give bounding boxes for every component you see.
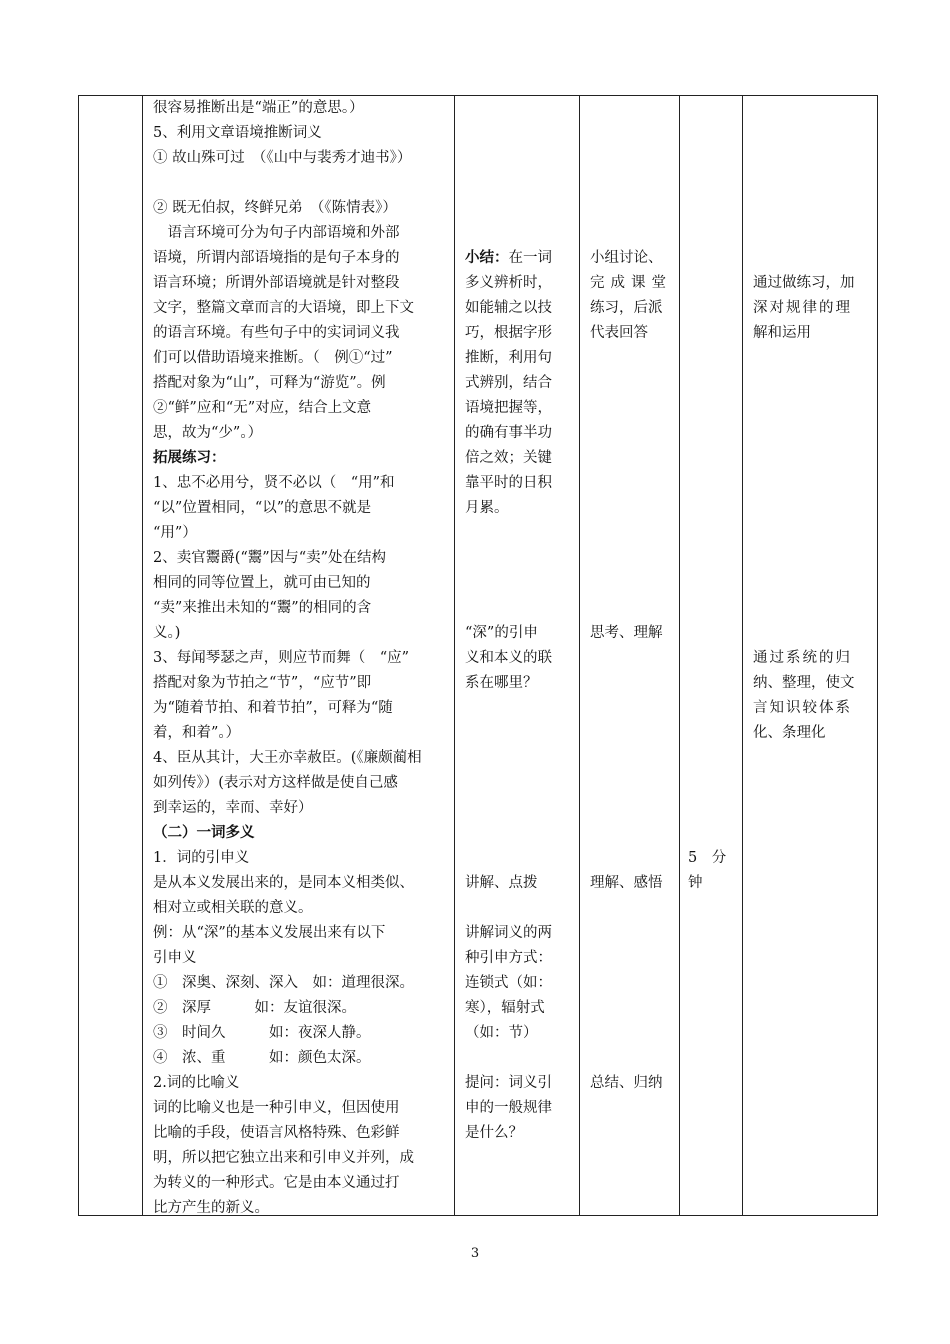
content-line: 如列传》）(表示对方这样做是使自己感 [153,775,398,791]
content-line: 搭配对象为节拍之“节”，“应节”即 [153,675,372,691]
content-line: 是从本义发展出来的，是同本义相类似、 [153,875,414,891]
content-line: ③ 时间久 如：夜深人静。 [153,1025,371,1041]
content-line: 的语言环境。有些句子中的实词词义我 [153,325,400,341]
page-number: 3 [470,1246,480,1261]
content-line: ② 深厚 如：友谊很深。 [153,1000,356,1016]
purpose-line: 通过系统的归 [753,650,852,666]
student-line: 理解、感悟 [590,875,663,891]
section-heading: （二）一词多义 [153,824,255,841]
teacher-line: 连锁式（如： [465,975,552,991]
content-line: “以”位置相同，“以”的意思不就是 [153,500,372,516]
content-line: ②“鲜”应和“无”对应，结合上文意 [153,400,372,416]
content-line: 到幸运的，幸而、幸好） [153,800,313,816]
purpose-line: 深对规律的理 [753,300,852,316]
time-line: 5 分 [688,850,727,866]
content-line: 2.词的比喻义 [153,1075,240,1091]
teacher-line: 式辨别，结合 [465,375,552,391]
content-line: 4、臣从其计，大王亦幸赦臣。(《廉颇蔺相 [153,750,422,766]
teacher-line: “深”的引申 [465,625,538,641]
content-line: 文字，整篇文章而言的大语境，即上下文 [153,300,414,316]
content-line: 很容易推断出是“端正”的意思。） [153,100,364,116]
content-line: 5、利用文章语境推断词义 [153,125,322,141]
teacher-line: 提问：词义引 [465,1075,552,1091]
lesson-plan-table [78,95,878,1216]
teacher-line: 申的一般规律 [465,1100,552,1116]
student-line: 完成课堂 [590,275,672,291]
student-line: 思考、理解 [590,625,663,641]
table-row [79,96,878,1216]
blank-column-cell [79,96,143,1216]
purpose-line: 通过做练习，加 [753,275,855,291]
student-activity-cell [580,96,680,1216]
purpose-line: 言知识较体系 [753,700,852,716]
content-line: 为“随着节拍、和着节拍”，可释为“随 [153,700,393,716]
content-line: 例：从“深”的基本义发展出来有以下 [153,925,386,941]
teacher-line: 小结：在一词 [465,249,552,266]
content-line: 语言环境可分为句子内部语境和外部 [153,225,400,241]
student-line: 小组讨论、 [590,250,663,266]
teacher-line: 靠平时的日积 [465,475,552,491]
content-line: 1．词的引申义 [153,850,250,866]
teacher-line: 月累。 [465,500,509,516]
content-line: 明，所以把它独立出来和引申义并列，成 [153,1150,414,1166]
content-line: 词的比喻义也是一种引申义，但因使用 [153,1100,400,1116]
content-line: 3、每闻琴瑟之声，则应节而舞（ “应” [153,650,410,666]
teacher-line: 如能辅之以技 [465,300,552,316]
teacher-activity-cell [455,96,580,1216]
content-line: 比方产生的新义。 [153,1200,269,1216]
content-line: ② 既无伯叔，终鲜兄弟 （《陈情表》） [153,200,397,216]
purpose-line: 解和运用 [753,325,811,341]
content-line: ④ 浓、重 如：颜色太深。 [153,1050,371,1066]
teacher-line: 多义辨析时， [465,275,552,291]
purpose-line: 化、条理化 [753,725,826,741]
teacher-line: 是什么？ [465,1125,523,1141]
content-line: “卖”来推出未知的“鬻”的相同的含 [153,600,372,616]
student-line: 总结、归纳 [590,1075,663,1091]
content-line: 着，和着”。） [153,725,241,741]
content-line: 们可以借助语境来推断。（ 例①“过” [153,350,393,366]
content-line: 语境，所谓内部语境指的是句子本身的 [153,250,400,266]
section-heading: 拓展练习： [153,449,226,466]
content-line: “用”） [153,525,197,541]
content-line: 引申义 [153,950,197,966]
content-line: 搭配对象为“山”，可释为“游览”。例 [153,375,386,391]
teacher-line: 种引申方式： [465,950,552,966]
time-line: 钟 [688,875,703,891]
content-line: 为转义的一种形式。它是由本义通过打 [153,1175,400,1191]
content-line: 义。) [153,625,181,641]
student-line: 练习，后派 [590,300,663,316]
student-line: 代表回答 [590,325,648,341]
teacher-line: 的确有事半功 [465,425,552,441]
teacher-line: 倍之效；关键 [465,450,552,466]
teacher-line: （如：节） [465,1025,538,1041]
purpose-cell [743,96,878,1216]
content-line: 比喻的手段，使语言风格特殊、色彩鲜 [153,1125,400,1141]
content-column-cell [143,96,455,1216]
content-line: ① 故山殊可过 （《山中与裴秀才迪书》） [153,150,412,166]
content-line: 语言环境；所谓外部语境就是针对整段 [153,275,400,291]
teacher-line: 系在哪里？ [465,675,538,691]
teacher-line: 寒），辐射式 [465,1000,545,1016]
content-line: ① 深奥、深刻、深入 如：道理很深。 [153,975,414,991]
teacher-line: 语境把握等， [465,400,552,416]
teacher-line: 推断，利用句 [465,350,552,366]
teacher-line: 义和本义的联 [465,650,552,666]
content-line: 相同的同等位置上，就可由已知的 [153,575,371,591]
content-line: 2、卖官鬻爵(“鬻”因与“卖”处在结构 [153,550,387,566]
content-line: 1、忠不必用兮，贤不必以（ “用”和 [153,475,395,491]
time-cell [680,96,743,1216]
teacher-line: 讲解、点拨 [465,875,538,891]
teacher-line: 巧，根据字形 [465,325,552,341]
teacher-line: 讲解词义的两 [465,925,552,941]
content-line: 相对立或相关联的意义。 [153,900,313,916]
purpose-line: 纳、整理，使文 [753,675,855,691]
content-line: 思，故为“少”。） [153,425,263,441]
